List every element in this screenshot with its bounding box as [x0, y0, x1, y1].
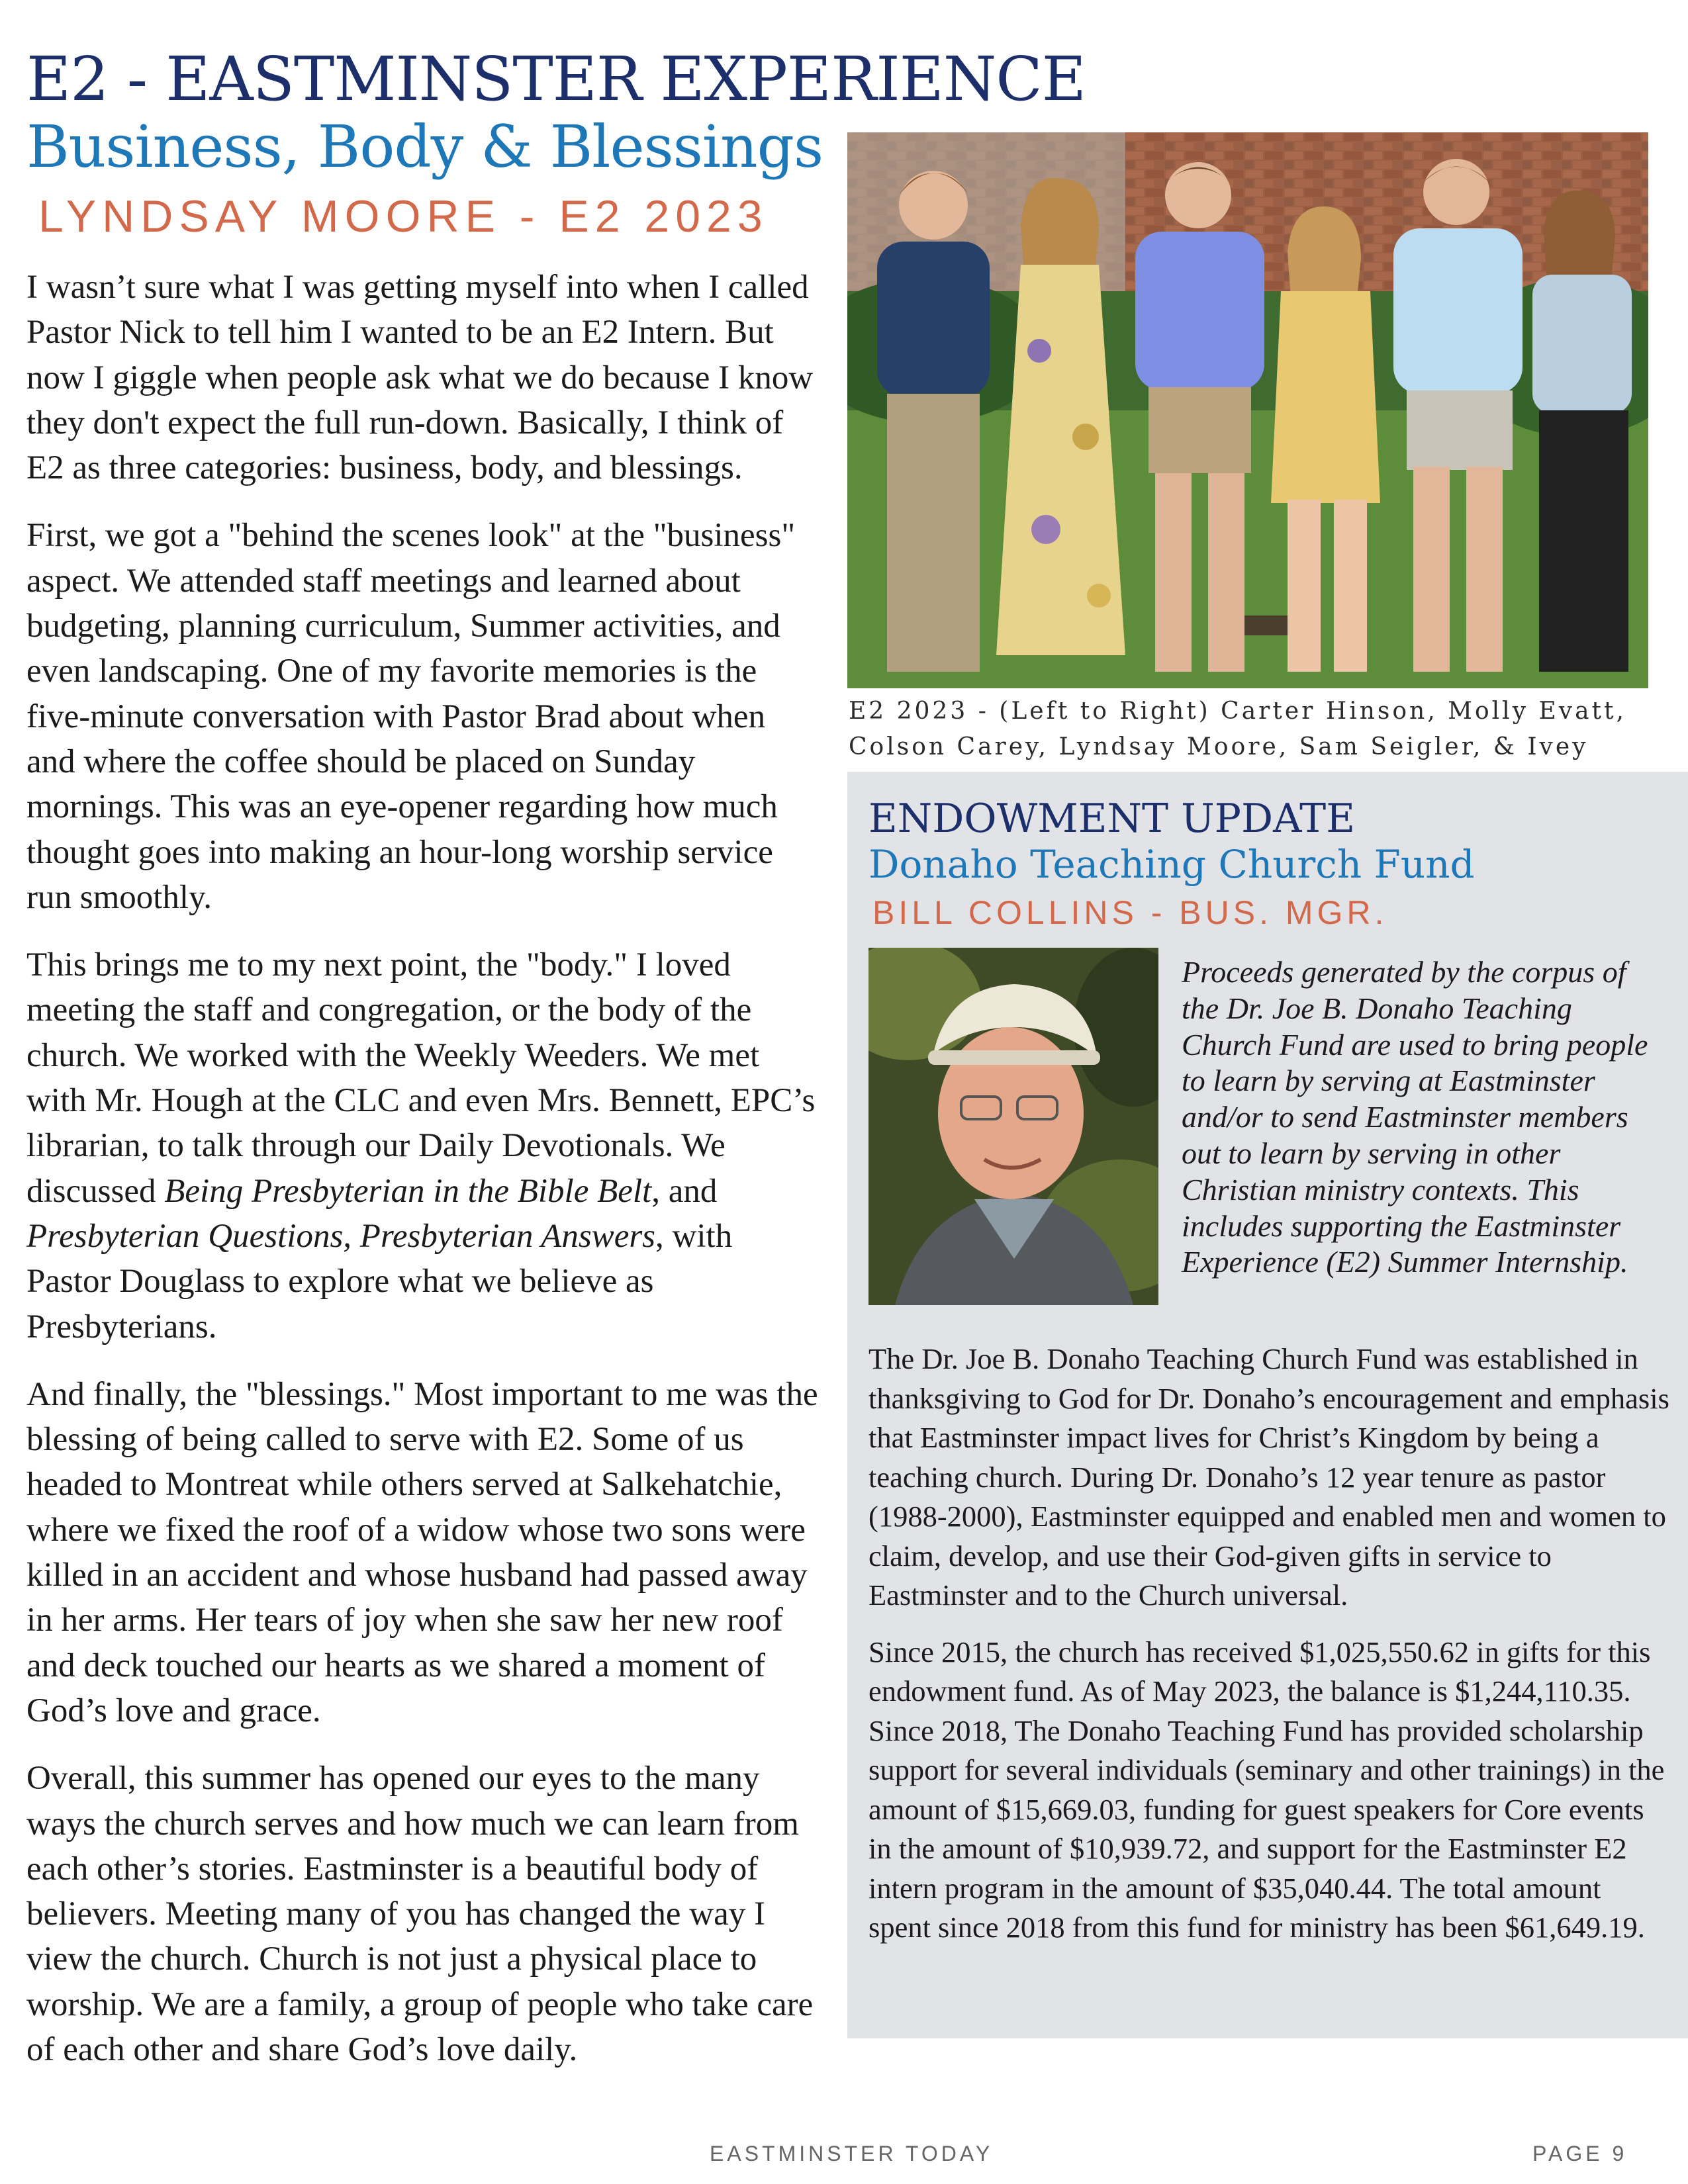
article-paragraph: And finally, the "blessings." Most important to me was the blessing of being called to serve with E2. Some of us headed to Montreat while others served at Salkehatchie, where we fixed the roof of a widow whose two sons were killed in an accident and whose husband had passed away in her arms. Her tears of joy when she saw her new roof and deck touched our hearts as we shared a moment of God’s love and grace.: [26, 1375, 818, 1729]
article-paragraph: I wasn’t sure what I was getting myself into when I called Pastor Nick to tell him I wanted to be an E2 Intern. But now I giggle when people ask what we do because I know they don't expect the full run-down. Basically, I think of E2 as three categories: business, body, and blessings.: [26, 269, 814, 487]
endowment-update-box: [847, 772, 1688, 2038]
portrait-photo: [868, 948, 1158, 1305]
article-subtitle: Business, Body & Blessings: [26, 113, 823, 181]
endowment-body: [868, 1340, 1669, 1965]
article-paragraph: [26, 942, 821, 1349]
portrait-illustration: [868, 948, 1158, 1305]
article-text: This brings me to my next point, the "body." I loved meeting the staff and congregation, or the body of the church. We worked with the Weekly Weeders. We met with Mr. Hough at the CLC and even Mrs. Bennett, EPC’s librarian, to talk through our Daily Devotionals. We discussed: [26, 946, 816, 1210]
photo-caption: E2 2023 - (Left to Right) Carter Hinson, Molly Evatt, Colson Carey, Lyndsay Moore, Sam Seigler, & Ivey: [849, 698, 1626, 760]
footer-publication: EASTMINSTER TODAY: [710, 2142, 994, 2165]
article-body: [26, 265, 821, 2095]
page-title: E2 - EASTMINSTER EXPERIENCE: [26, 44, 1086, 114]
book-title: Being Presbyterian in the Bible Belt: [164, 1172, 652, 1210]
article-paragraph: Overall, this summer has opened our eyes to the many ways the church serves and how much we can learn from each other’s stories. Eastminster is a beautiful body of believers. Meeting many of you has changed the way I view the church. Church is not just a physical place to worship. We are a family, a group of people who take care of each other and share God’s love daily.: [26, 1760, 814, 2068]
article-byline: LYNDSAY MOORE - E2 2023: [38, 191, 769, 242]
endowment-paragraph: Since 2015, the church has received $1,025,550.62 in gifts for this endowment fund. As of May 2023, the balance is $1,244,110.35. Since 2018, The Donaho Teaching Fund has provided scholarship support for several individuals (seminary and other trainings) in the amount of $15,669.03, funding for guest speakers for Core events in the amount of $10,939.72, and support for the Eastminster E2 intern program in the amount of $35,040.44. The total amount spent since 2018 from this fund for ministry has been $61,649.19.: [868, 1635, 1665, 1944]
article-text: , with Pastor Douglass to explore what we believe as Presbyterians.: [26, 1217, 733, 1345]
article-paragraph: First, we got a "behind the scenes look" at the "business" aspect. We attended staff meetings and learned about budgeting, planning curriculum, Summer activities, and even landscaping. One of my favorite memories is the five-minute conversation with Pastor Brad about when and where the coffee should be placed on Sunday mornings. This was an eye-opener regarding how much thought goes into making an hour-long worship service run smoothly.: [26, 517, 796, 916]
book-title: Presbyterian Questions, Presbyterian Answers: [26, 1217, 656, 1255]
page-number: PAGE 9: [1532, 2142, 1628, 2165]
group-photo: [847, 132, 1648, 688]
endowment-intro: Proceeds generated by the corpus of the Dr. Joe B. Donaho Teaching Church Fund are used to bring people to learn by serving at Eastminster and/or to send Eastminster members out to learn by serving in other Christian ministry contexts. This includes supporting the Eastminster Experience (E2) Summer Internship.: [1182, 955, 1648, 1279]
endowment-title: ENDOWMENT UPDATE: [868, 796, 1355, 842]
endowment-byline: BILL COLLINS - BUS. MGR.: [872, 894, 1388, 931]
endowment-subtitle: Donaho Teaching Church Fund: [868, 842, 1475, 887]
endowment-paragraph: The Dr. Joe B. Donaho Teaching Church Fund was established in thanksgiving to God for Dr. Donaho’s encouragement and emphasis that Eastminster impact lives for Christ’s Kingdom by being a teaching church. During Dr. Donaho’s 12 year tenure as pastor (1988-2000), Eastminster equipped and enabled men and women to claim, develop, and use their God-given gifts in service to Eastminster and to the Church universal.: [868, 1342, 1669, 1612]
article-text: , and: [651, 1172, 718, 1210]
group-photo-illustration: [847, 132, 1648, 688]
